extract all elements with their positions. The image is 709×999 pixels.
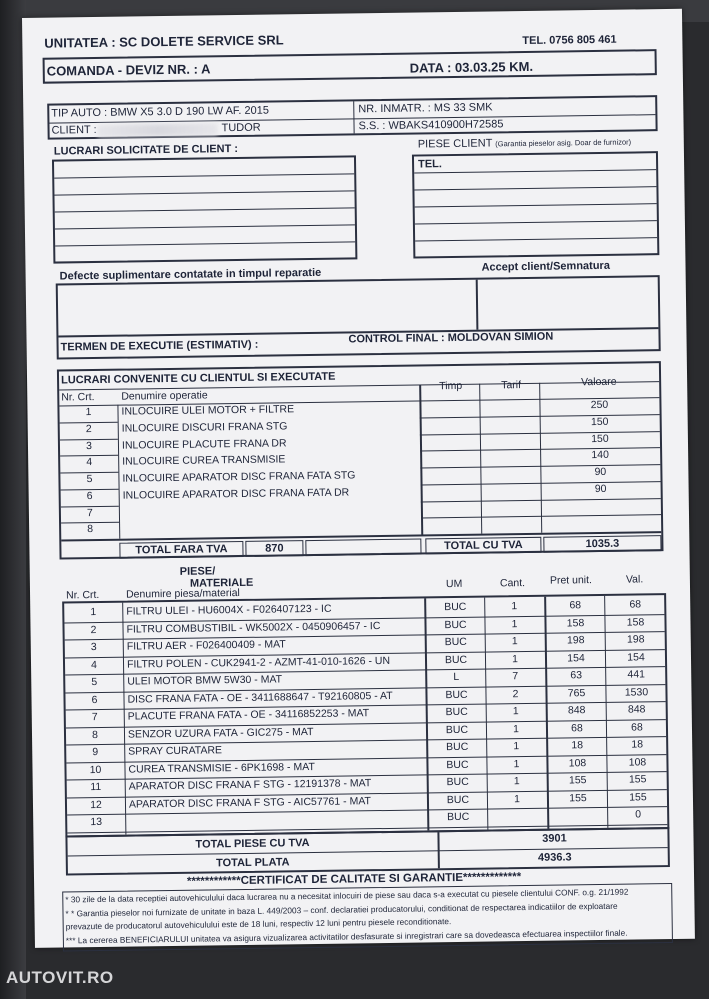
parts-row-um: BUC — [447, 810, 470, 824]
parts-col-um: UM — [445, 577, 463, 591]
registration-number: NR. INMATR. : MS 33 SMK — [358, 101, 493, 116]
certificate-line-2: * * Garantia pieselor noi furnizate de unitate in baza L. 449/2003 – conf. declaratiei producatorului, conditionat de respectarea indicatiilor de exploatare — [65, 900, 618, 919]
works-row-value: 150 — [591, 432, 609, 445]
total-no-vat-label: TOTAL FARA TVA — [135, 543, 228, 557]
parts-row-unit-price: 848 — [567, 704, 586, 717]
parts-row-qty: 1 — [511, 635, 518, 648]
parts-row-qty: 2 — [512, 687, 519, 700]
estimate-sheet — [22, 9, 695, 948]
parts-row-nr: 12 — [90, 798, 102, 811]
parts-row-value: 198 — [626, 633, 645, 646]
accept-signature-label: Accept client/Semnatura — [481, 259, 610, 274]
parts-title-2: MATERIALE — [189, 576, 254, 590]
certificate-line-3: prevazute de producatorul autovehiculului este de 18 luni, respectiv 12 luni pentru piesele reconditionate. — [65, 916, 452, 932]
parts-row-nr: 5 — [91, 676, 98, 689]
total-vat-label: TOTAL CU TVA — [444, 539, 523, 553]
parts-row-value: 848 — [627, 703, 646, 716]
parts-table — [62, 593, 669, 837]
parts-row-nr: 13 — [90, 815, 103, 829]
parts-row-um: L — [453, 670, 460, 684]
certificate-title: ************CERTIFICAT DE CALITATE SI GARANTIE************* — [186, 871, 522, 888]
client-parts-box — [412, 151, 659, 258]
redacted-client-name — [98, 123, 218, 137]
parts-row-value: 155 — [628, 773, 647, 786]
client-parts-label: PIESE CLIENT (Garantia pieselor asig. Doar de furnizor) — [417, 137, 632, 151]
parts-row-nr: 6 — [91, 693, 98, 706]
total-pay-label: TOTAL PLATA — [215, 856, 290, 870]
works-row-name: INLOCUIRE CUREA TRANSMISIE — [122, 453, 286, 468]
works-title: LUCRARI CONVENITE CU CLIENTUL SI EXECUTATE — [60, 370, 336, 387]
parts-row-unit-price: 108 — [568, 756, 587, 769]
parts-row-value: 0 — [635, 808, 642, 821]
parts-row-name: APARATOR DISC FRANA F STG - AIC57761 - MAT — [128, 794, 371, 811]
parts-row-unit-price: 18 — [571, 739, 584, 752]
parts-row-unit-price: 63 — [570, 669, 583, 682]
total-vat-value-box — [543, 535, 661, 553]
parts-row-value: 158 — [626, 615, 645, 629]
parts-row-qty — [487, 810, 547, 811]
defects-label: Defecte suplimentare contatate in timpul reparatie — [59, 266, 322, 283]
total-parts-label: TOTAL PIESE CU TVA — [195, 837, 310, 851]
tel-label: TEL. — [418, 158, 443, 171]
parts-row-unit-price: 155 — [569, 791, 587, 804]
watermark-logo: AUTOVIT.RO — [6, 968, 114, 987]
works-row-name: INLOCUIRE APARATOR DISC FRANA FATA STG — [122, 469, 356, 485]
works-col-name: Denumire operatie — [121, 389, 208, 403]
background-left — [0, 0, 26, 999]
parts-row-value: 155 — [629, 790, 647, 804]
parts-row-um: BUC — [446, 740, 469, 754]
parts-row-unit-price: 155 — [568, 774, 587, 787]
parts-row-name: FILTRU POLEN - CUK2941-2 - AZMT-41-010-1626 - UN — [126, 654, 391, 671]
parts-row-unit-price — [549, 809, 607, 810]
parts-row-unit-price: 158 — [566, 616, 585, 629]
final-control: CONTROL FINAL : MOLDOVAN SIMION — [348, 330, 554, 346]
order-number: COMANDA - DEVIZ NR. : A — [46, 61, 211, 79]
parts-col-val: Val. — [625, 573, 644, 586]
works-row-name: INLOCUIRE DISCURI FRANA STG — [121, 420, 288, 435]
parts-row-unit-price: 68 — [569, 599, 582, 612]
parts-row-name: SPRAY CURATARE — [128, 744, 223, 758]
parts-row-qty: 1 — [511, 600, 518, 613]
works-row-value: 250 — [590, 398, 609, 412]
parts-row-nr: 3 — [90, 641, 97, 654]
order-date: DATA : 03.03.25 KM. — [409, 58, 534, 76]
parts-row-nr: 9 — [92, 746, 99, 759]
parts-row-um: BUC — [444, 618, 467, 631]
parts-row-qty: 1 — [513, 792, 520, 805]
works-row-value: 150 — [590, 415, 609, 428]
parts-row-value: 18 — [631, 738, 644, 751]
works-row-nr: 7 — [86, 506, 93, 519]
parts-row-um: BUC — [445, 688, 468, 701]
total-no-vat-value: 870 — [265, 542, 284, 555]
parts-row-nr: 4 — [91, 658, 98, 671]
certificate-line-1: * 30 zile de la data receptiei autovehiculului daca lucrarea nu a necesitat inlocuiri de piese sau daca s-a executat cu piesele clientului CONF. o.g. 21/1992 — [65, 886, 629, 905]
parts-row-nr: 10 — [89, 763, 102, 776]
client-label: CLIENT : — [51, 123, 97, 137]
parts-col-unit: Pret unit. — [549, 574, 593, 587]
vehicle-box — [47, 95, 657, 140]
parts-row-nr: 2 — [90, 623, 97, 636]
works-row-nr: 6 — [86, 489, 93, 502]
parts-row-um: BUC — [446, 793, 470, 806]
works-row-value: 90 — [594, 482, 607, 495]
parts-row-qty: 1 — [512, 722, 519, 735]
defects-box — [56, 275, 661, 359]
parts-row-um: BUC — [446, 758, 469, 771]
parts-row-value: 154 — [627, 650, 645, 664]
parts-row-name: FILTRU AER - F026400409 - MAT — [126, 638, 286, 653]
requests-label: LUCRARI SOLICITATE DE CLIENT : — [53, 142, 239, 158]
execution-term: TERMEN DE EXECUTIE (ESTIMATIV) : — [60, 338, 259, 354]
certificate-line-4: *** La cererea BENEFICIARULUI unitatea va asigura vizualizarea activitatilor desfasurate si inregistrari care sa dovedeasca efectuarea inspectiilor finale. — [65, 927, 628, 946]
parts-row-qty: 1 — [511, 652, 518, 665]
parts-row-um: BUC — [445, 705, 468, 719]
works-row-nr: 8 — [87, 523, 94, 536]
parts-row-nr: 7 — [91, 711, 98, 724]
parts-row-name: DISC FRANA FATA - OE - 3411688647 - T92160805 - AT — [127, 689, 393, 706]
parts-row-um: BUC — [444, 653, 468, 666]
parts-row-name: ULEI MOTOR BMW 5W30 - MAT — [127, 673, 283, 688]
total-no-vat-value-box — [245, 540, 303, 557]
works-col-nr: Nr. Crt. — [61, 391, 95, 404]
total-pay-value: 4936.3 — [537, 851, 572, 864]
parts-row-qty: 1 — [513, 740, 520, 753]
works-table — [57, 361, 664, 559]
parts-row-um: BUC — [446, 775, 469, 789]
parts-row-value: 68 — [629, 598, 642, 611]
parts-row-qty: 1 — [512, 705, 519, 718]
parts-row-unit-price: 198 — [566, 634, 585, 647]
parts-row-um: BUC — [444, 600, 467, 614]
parts-row-value: 68 — [631, 720, 643, 734]
works-col-value: Valoare — [581, 375, 617, 389]
works-row-name: INLOCUIRE APARATOR DISC FRANA FATA DR — [122, 486, 350, 502]
parts-row-value: 441 — [627, 668, 646, 681]
parts-row-name: FILTRU ULEI - HU6004X - F026407123 - IC — [126, 602, 332, 618]
works-col-time: Timp — [439, 379, 463, 393]
car-type: TIP AUTO : BMW X5 3.0 D 190 LW AF. 2015 — [51, 104, 270, 120]
parts-row-nr: 11 — [90, 780, 102, 794]
unit-name: UNITATEA : SC DOLETE SERVICE SRL — [44, 32, 284, 51]
parts-row-unit-price: 68 — [571, 721, 583, 734]
total-vat-box — [425, 537, 541, 555]
parts-row-qty: 1 — [511, 617, 518, 630]
requests-box — [52, 155, 357, 263]
total-vat-value: 1035.3 — [585, 537, 620, 551]
parts-row-value: 108 — [628, 755, 647, 769]
parts-col-name: Denumire piesa/material — [125, 587, 240, 601]
parts-row-name: CUREA TRANSMISIE - 6PK1698 - MAT — [128, 760, 315, 776]
parts-row-um: BUC — [445, 723, 469, 736]
works-row-nr: 4 — [86, 456, 93, 469]
parts-row-um: BUC — [444, 635, 467, 649]
order-box — [43, 49, 657, 84]
total-blank-box — [305, 538, 421, 556]
vin-number: S.S. : WBAKS410900H72585 — [358, 118, 504, 133]
certificate-box — [62, 883, 673, 952]
works-row-nr: 1 — [85, 406, 92, 419]
works-row-name: INLOCUIRE PLACUTE FRANA DR — [121, 436, 287, 452]
parts-row-name: FILTRU COMBUSTIBIL - WK5002X - 0450906457 - IC — [126, 619, 381, 636]
parts-row-qty: 1 — [513, 757, 520, 770]
works-row-value: 90 — [594, 465, 607, 479]
parts-row-nr: 1 — [90, 606, 97, 619]
parts-row-unit-price: 765 — [567, 686, 586, 699]
parts-row-qty: 7 — [512, 670, 519, 683]
works-row-name: INLOCUIRE ULEI MOTOR + FILTRE — [121, 403, 295, 418]
parts-col-qty: Cant. — [499, 577, 526, 590]
parts-row-name: PLACUTE FRANA FATA - OE - 34116852253 - MAT — [127, 707, 370, 723]
phone-number: TEL. 0756 805 461 — [522, 33, 617, 48]
total-no-vat-box — [119, 541, 243, 559]
works-row-nr: 5 — [86, 473, 93, 486]
parts-row-qty: 1 — [513, 775, 520, 788]
total-parts-value: 3901 — [542, 832, 567, 845]
parts-row-name: SENZOR UZURA FATA - GIC275 - MAT — [127, 725, 314, 741]
parts-row-value: 1530 — [624, 685, 649, 699]
works-col-rate: Tarif — [501, 379, 522, 392]
parts-title-1: PIESE/ — [179, 565, 216, 578]
parts-row-name: APARATOR DISC FRANA F STG - 12191378 - MAT — [128, 777, 372, 793]
parts-row-nr: 8 — [92, 728, 99, 741]
client-name: TUDOR — [221, 121, 261, 135]
parts-totals — [65, 827, 669, 875]
works-row-nr: 3 — [85, 439, 92, 452]
parts-col-nr: Nr. Crt. — [65, 588, 100, 602]
works-row-value: 140 — [591, 449, 610, 462]
parts-row-unit-price: 154 — [567, 651, 585, 664]
works-row-nr: 2 — [85, 422, 92, 435]
